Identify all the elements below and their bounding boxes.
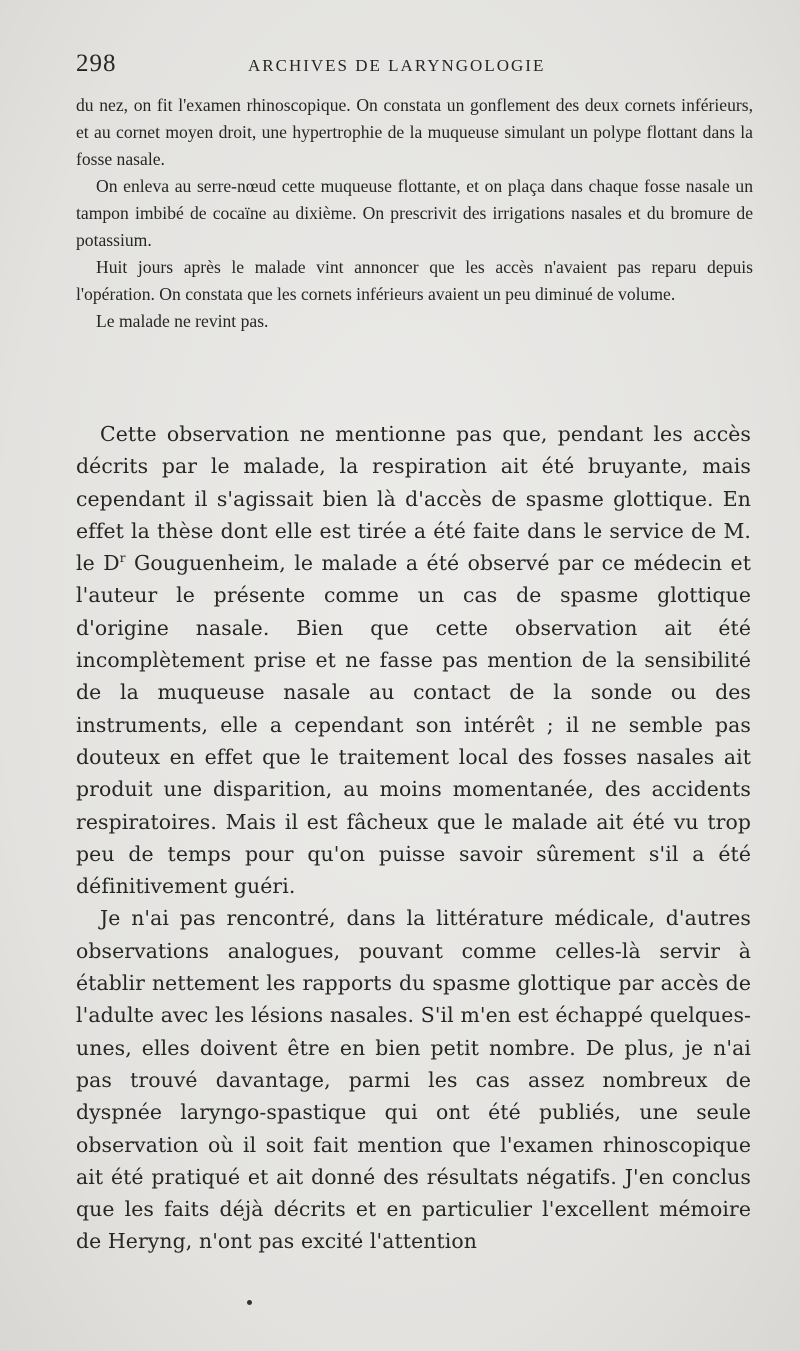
commentary-text-part: Gouguenheim, le malade a été observé par ce médecin et l'auteur le présente comme un cas de spasme glottique d'origine nasale. Bien que cette observation ait été incomplètement prise et ne fasse pas mention de la sensibilité de la muqueuse nasale au contact de la sonde ou des instruments, elle a cependant son intérêt ; il ne semble pas douteux en effet que le traitement local des fosses nasales ait produit une disparition, au moins momentanée, des accidents respiratoires. Mais il est fâcheux que le malade ait été vu trop peu de temps pour qu'on puisse savoir sûrement s'il a été définitivement guéri.: [76, 551, 751, 899]
doctor-abbrev-superscript: r: [119, 551, 126, 566]
case-paragraph: du nez, on fit l'examen rhinoscopique. On constata un gonflement des deux cornets inférieurs, et au cornet moyen droit, une hypertrophie de la muqueuse simulant un polype flottant dans la fosse nasale.: [76, 95, 753, 169]
commentary-paragraph: Je n'ai pas rencontré, dans la littérature médicale, d'autres observations analogues, pouvant comme celles-là servir à établir nettement les rapports du spasme glottique par accès de l'adulte avec les lésions nasales. S'il m'en est échappé quelques-unes, elles doivent être en bien petit nombre. De plus, je n'ai pas trouvé davantage, parmi les cas assez nombreux de dyspnée laryngo-spastique qui ont été publiés, une seule observation où il soit fait mention que l'examen rhinoscopique ait été pratiqué et ait donné des résultats négatifs. J'en conclus que les faits déjà décrits et en particulier l'excellent mémoire de Heryng, n'ont pas excité l'attention: [76, 906, 751, 1254]
page-number: 298: [76, 50, 117, 77]
commentary-text: [76, 418, 751, 1258]
case-paragraph: Huit jours après le malade vint annoncer que les accès n'avaient pas reparu depuis l'opération. On constata que les cornets inférieurs avaient un peu diminué de volume.: [76, 257, 753, 304]
case-paragraph: On enleva au serre-nœud cette muqueuse flottante, et on plaça dans chaque fosse nasale un tampon imbibé de cocaïne au dixième. On prescrivit des irrigations nasales et du bromure de potassium.: [76, 176, 753, 250]
commentary-paragraph: [76, 418, 751, 902]
page-header: [76, 50, 750, 80]
commentary-text-part: Cette observation ne mentionne pas que, pendant les accès décrits par le malade, la respiration ait été bruyante, mais cependant il s'agissait bien là d'accès de spasme glottique. En effet la thèse dont elle est tirée a été faite dans le service de M. le D: [76, 422, 751, 576]
case-paragraph: Le malade ne revint pas.: [96, 311, 269, 331]
running-title: ARCHIVES DE LARYNGOLOGIE: [248, 56, 546, 75]
ink-speck: [247, 1300, 252, 1305]
case-observation-text: [76, 92, 753, 335]
